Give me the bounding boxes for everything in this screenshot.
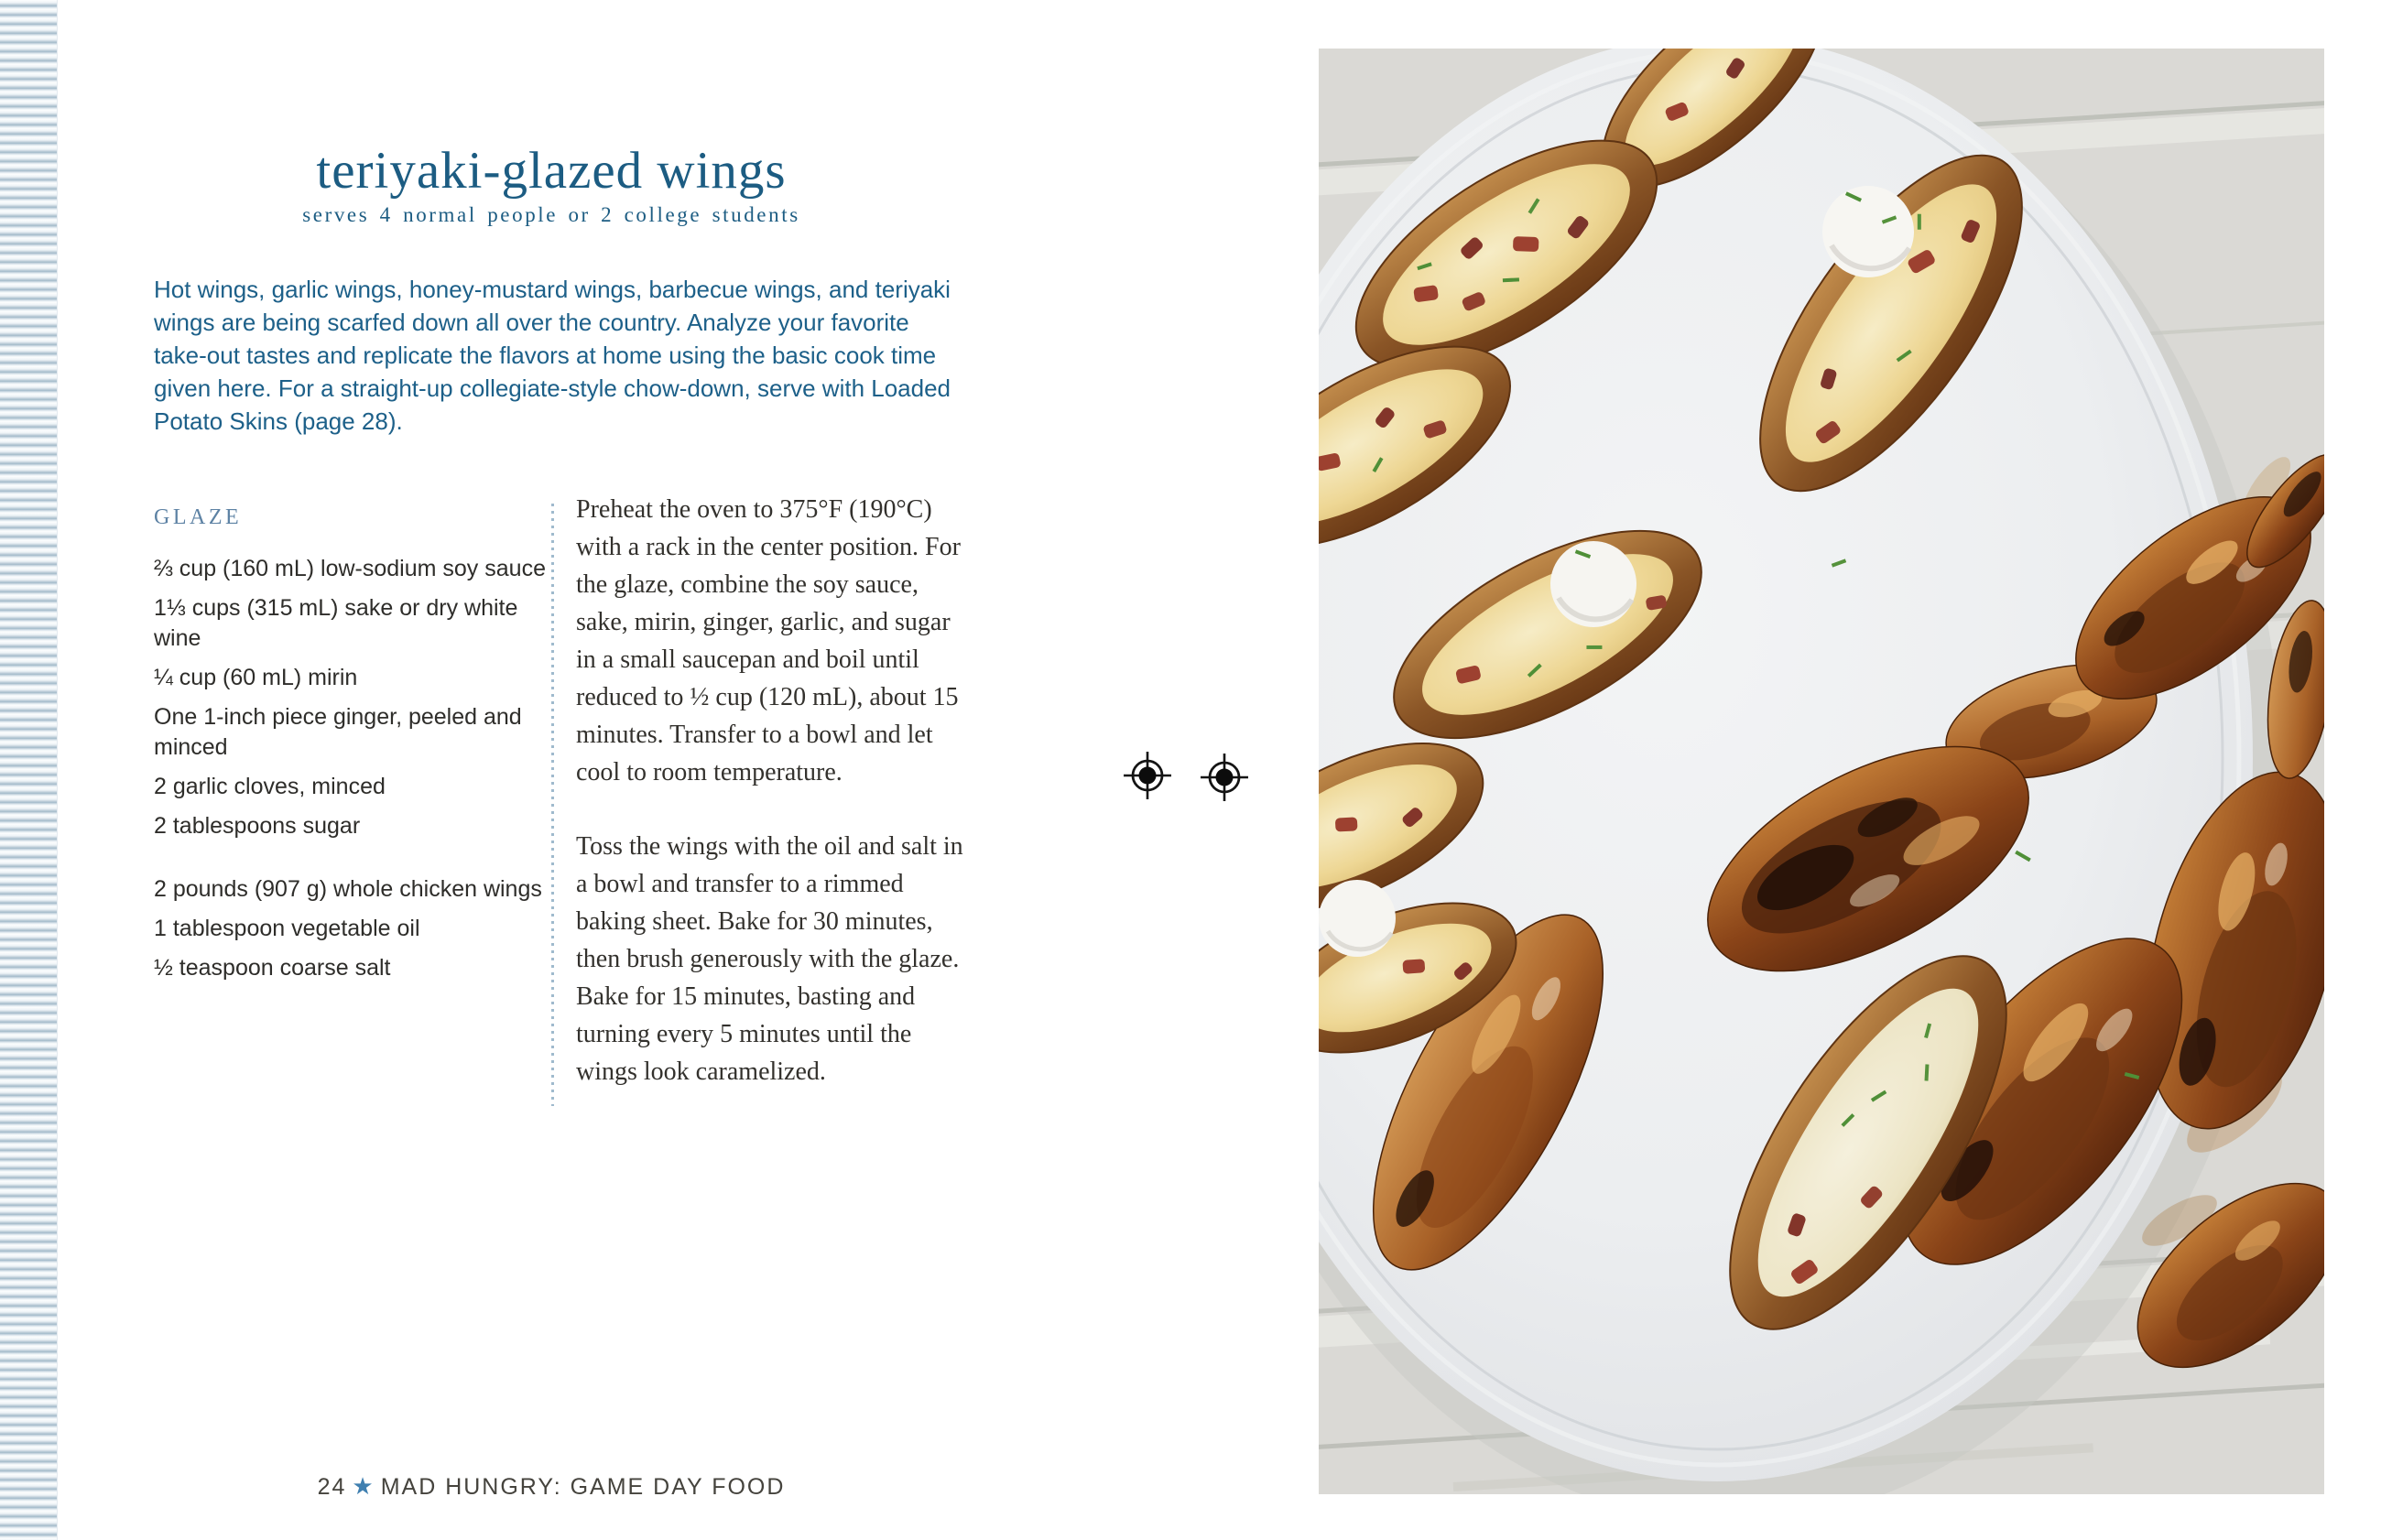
sour-cream-dollop [1319,880,1396,957]
registration-mark-icon [1199,752,1250,803]
page-number: 24 [317,1474,347,1500]
ingredient-item: ⅔ cup (160 mL) low-sodium soy sauce [154,556,546,581]
ingredient-item: 1⅓ cups (315 mL) sake or dry white wine [154,595,518,651]
recipe-serving-note: serves 4 normal people or 2 college students [302,203,800,226]
food-photo-illustration [1319,49,2324,1494]
ingredient-item: 2 garlic cloves, minced [154,774,386,799]
sour-cream-dollop [1550,541,1636,627]
ingredient-item: 1 tablespoon vegetable oil [154,916,420,941]
ingredient-item: ¼ cup (60 mL) mirin [154,665,358,690]
ingredient-item: ½ teaspoon coarse salt [154,955,391,981]
dotted-column-divider [551,504,554,1106]
page-footer [154,1472,949,1501]
ingredients-section [154,505,549,992]
book-title: MAD HUNGRY: GAME DAY FOOD [380,1474,786,1500]
registration-mark-icon [1122,750,1173,801]
instructions-section [576,491,964,1127]
ingredients-section-label: GLAZE [154,505,243,529]
instruction-paragraph: Toss the wings with the oil and salt in a bowl and transfer to a rimmed baking sheet. Bake for 30 minutes, then brush generously with the glaze. Bake for 15 minutes, basting and turning every 5 minutes until the wings look caramelized. [576,832,963,1086]
ingredients-list [154,554,549,983]
sour-cream-dollop [1822,186,1914,277]
recipe-intro-paragraph: Hot wings, garlic wings, honey-mustard wings, barbecue wings, and teriyaki wings are being scarfed down all over the country. Analyze your favorite take-out tastes and replicate the flavors at home using the basic cook time given here. For a straight-up collegiate-style chow-down, serve with Loaded Potato Skins (page 28). [154,276,951,435]
star-icon: ★ [352,1472,375,1500]
instruction-paragraph: Preheat the oven to 375°F (190°C) with a rack in the center position. For the glaze, combine the soy sauce, sake, mirin, ginger, garlic, and sugar in a small saucepan and boil until reduced to ½ cup (120 mL), about 15 minutes. Transfer to a bowl and let cool to room temperature. [576,495,961,786]
ingredient-item: 2 tablespoons sugar [154,813,361,839]
ingredient-item: 2 pounds (907 g) whole chicken wings [154,876,542,902]
ingredient-item: One 1-inch piece ginger, peeled and minced [154,704,522,760]
book-page-edges [0,0,58,1540]
food-photo [1319,49,2324,1494]
recipe-title: teriyaki-glazed wings [316,142,787,201]
